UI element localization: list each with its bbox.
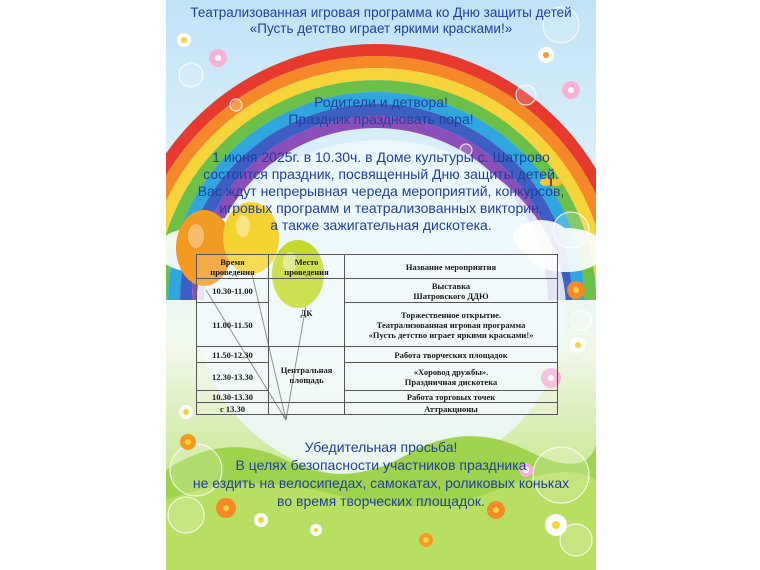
header-place-line-1: Место <box>294 256 319 267</box>
greeting-line-1: Родители и детвора! <box>314 94 448 110</box>
row-event <box>345 363 558 391</box>
notice-line-3: не ездить на велосипедах, самокатах, роликовых коньках <box>192 475 570 491</box>
row-time: 11.00-11.50 <box>197 303 269 347</box>
notice-line-1: Убедительная просьба! <box>304 439 458 455</box>
schedule-table <box>196 254 558 415</box>
table-row <box>197 347 558 363</box>
announcement-line-2: состоится праздник, посвященный Дню защиты детей. <box>203 166 559 182</box>
row-time: 10.30-11.00 <box>197 279 269 303</box>
notice-line-2: В целях безопасности участников праздника <box>235 457 527 473</box>
row-event <box>345 279 558 303</box>
table-row <box>197 363 558 391</box>
poster <box>166 0 596 570</box>
notice-line-4: во время творческих площадок. <box>277 493 485 509</box>
table-row <box>197 391 558 403</box>
poster-title-line-2: «Пусть детство играет яркими красками!» <box>249 21 513 36</box>
announcement-line-4: игровых программ и театрализованных викторин, <box>219 200 543 216</box>
row-event <box>345 303 558 347</box>
header-place-line-2: проведения <box>284 266 329 277</box>
table-row <box>197 303 558 347</box>
row-place <box>269 347 345 403</box>
header-time-line-2: проведения <box>210 266 255 277</box>
event-line: Выставка <box>431 280 471 291</box>
event-line: «Хоровод дружбы». <box>413 366 489 377</box>
announcement-line-1: 1 июня 2025г. в 10.30ч. в Доме культуры с. Шатрово <box>212 149 550 165</box>
event-line: «Пусть детство играет яркими красками!» <box>368 329 534 340</box>
table-header-row <box>197 255 558 279</box>
header-place <box>269 255 345 279</box>
place-line: Центральная <box>280 364 333 375</box>
row-event: Работа торговых точек <box>345 391 558 403</box>
table-row <box>197 403 558 415</box>
row-time: 10.30-13.30 <box>197 391 269 403</box>
row-place-empty <box>269 403 345 415</box>
row-place: ДК <box>269 279 345 347</box>
announcement-line-5: а также зажигательная дискотека. <box>270 217 492 233</box>
announcement-line-3: Вас ждут непрерывная череда мероприятий, конкурсов, <box>197 183 565 199</box>
event-line: Шатровского ДДЮ <box>413 290 489 301</box>
row-time: с 13.30 <box>197 403 269 415</box>
event-line: Торжественное открытие. <box>401 309 501 320</box>
header-time <box>197 255 269 279</box>
event-line: Театрализованная игровая программа <box>376 319 526 330</box>
row-time: 11.50-12.30 <box>197 347 269 363</box>
header-time-line-1: Время <box>220 256 245 267</box>
table-row <box>197 279 558 303</box>
row-event: Аттракционы <box>345 403 558 415</box>
event-line: Праздничная дискотека <box>404 376 498 387</box>
header-event: Название мероприятия <box>345 255 558 279</box>
greeting-line-2: Праздник праздновать пора! <box>288 111 474 127</box>
poster-title-line-1: Театрализованная игровая программа ко Дню защиты детей <box>190 5 572 20</box>
place-line: площадь <box>289 374 324 385</box>
row-time: 12.30-13.30 <box>197 363 269 391</box>
row-event: Работа творческих площадок <box>345 347 558 363</box>
